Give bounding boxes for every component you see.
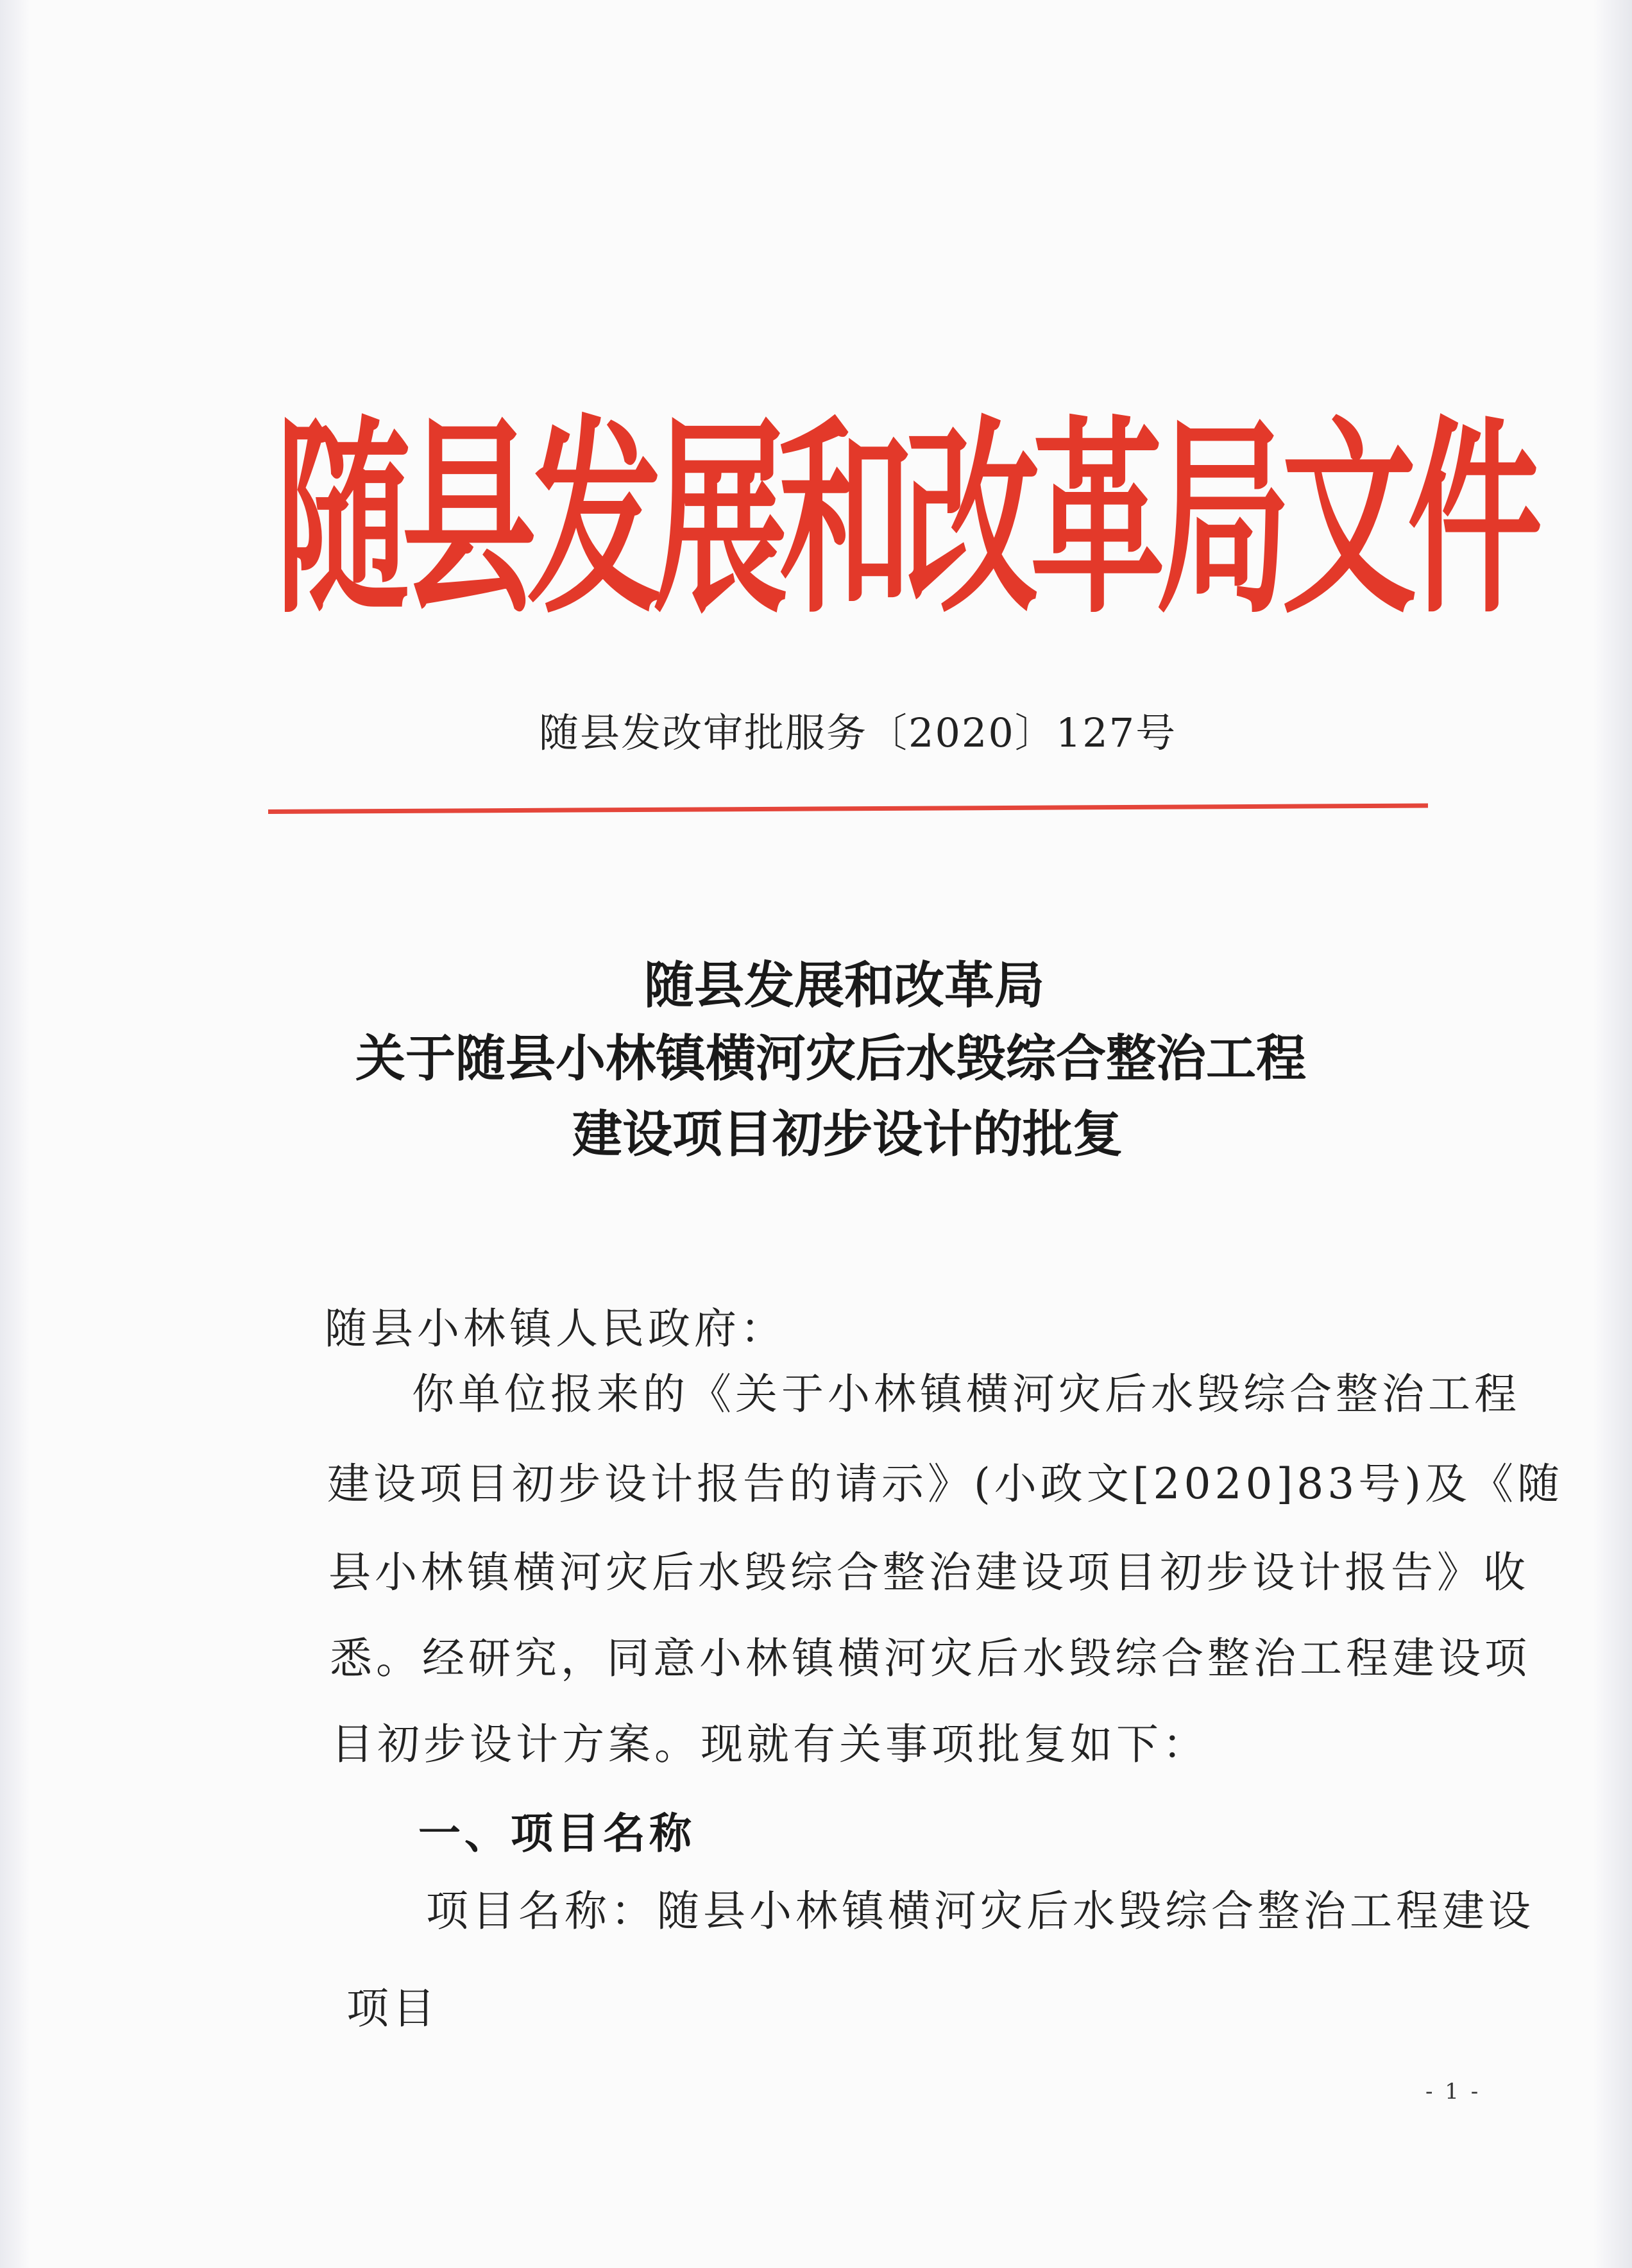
scan-edge-left	[0, 0, 30, 2268]
document-title-line-2: 关于随县小林镇横河灾后水毁综合整治工程	[355, 1029, 1307, 1088]
project-name-line: 项目	[346, 1984, 439, 2033]
paragraph-line: 你单位报来的《关于小林镇横河灾后水毁综合整治工程	[412, 1369, 1520, 1419]
document-title-line-1: 随县发展和改革局	[644, 956, 1045, 1015]
paragraph-line: 建设项目初步设计报告的请示》(小政文[2020]83号)及《随	[327, 1459, 1563, 1509]
paragraph-line: 悉。经研究，同意小林镇横河灾后水毁综合整治工程建设项	[330, 1634, 1531, 1683]
document-number: 随县发改审批服务〔2020〕127号	[539, 709, 1177, 756]
red-divider-line	[268, 804, 1428, 814]
salutation: 随县小林镇人民政府：	[325, 1304, 786, 1353]
project-name-line: 项目名称：随县小林镇横河灾后水毁综合整治工程建设	[426, 1886, 1534, 1936]
section-heading: 一、项目名称	[418, 1808, 695, 1858]
document-header-title: 随县发展和改革局文件	[276, 396, 1534, 642]
scan-edge-right	[1594, 0, 1632, 2268]
document-title-line-3: 建设项目初步设计的批复	[572, 1105, 1123, 1164]
paragraph-line: 目初步设计方案。现就有关事项批复如下：	[331, 1720, 1209, 1769]
paragraph-line: 县小林镇横河灾后水毁综合整治建设项目初步设计报告》收	[328, 1548, 1529, 1597]
page-number: - 1 -	[1425, 2079, 1481, 2104]
